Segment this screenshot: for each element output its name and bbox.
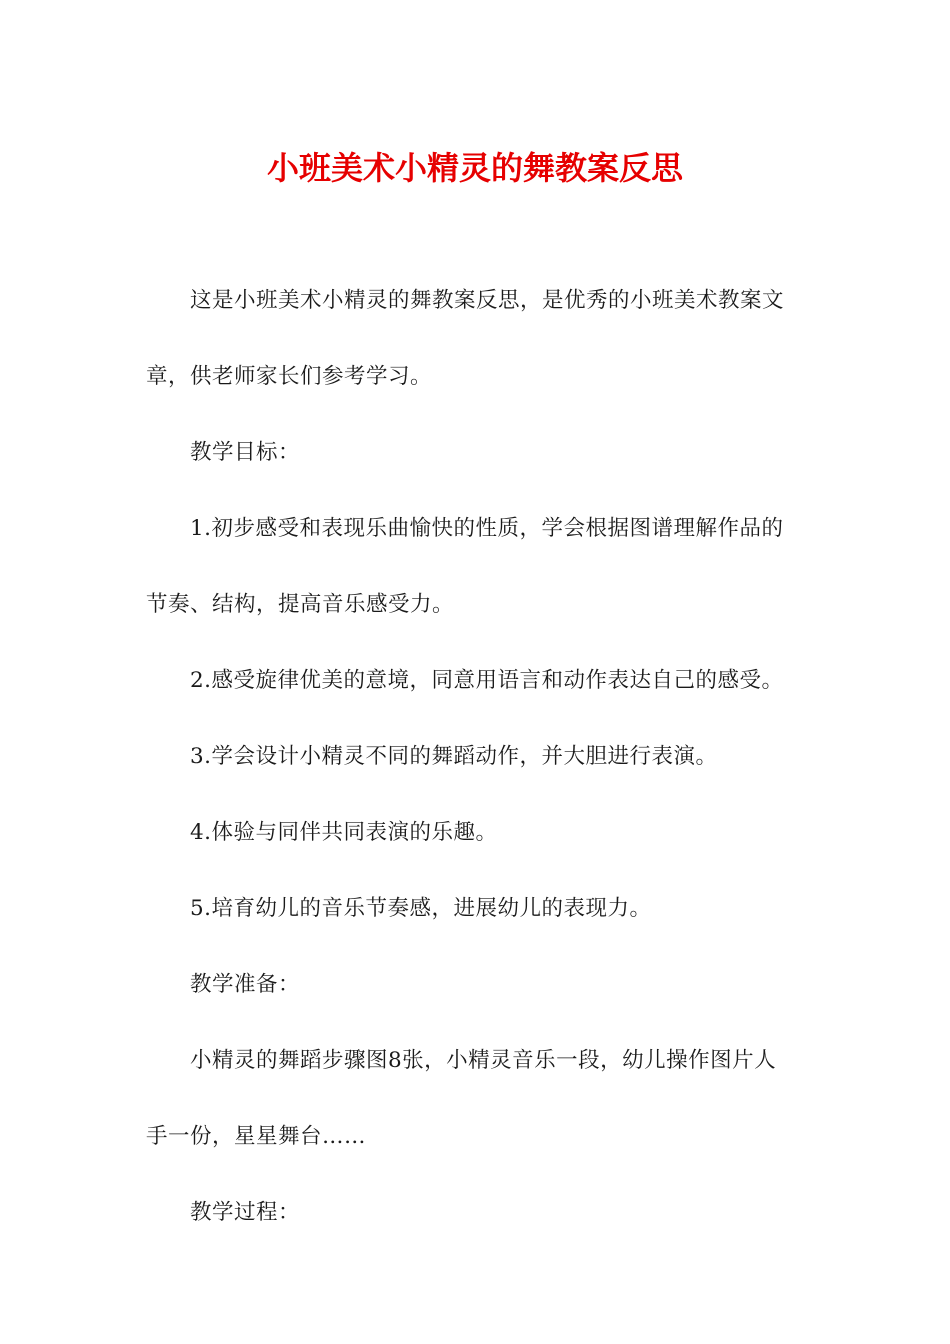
paragraph-process-heading: 教学过程：: [190, 1200, 301, 1225]
paragraph-preparation: 小精灵的舞蹈步骤图8张，小精灵音乐一段，幼儿操作图片人手一份，星星舞台……: [146, 1048, 777, 1149]
paragraph-preparation-heading: 教学准备：: [190, 972, 301, 997]
paragraph-objective-5: 5.培育幼儿的音乐节奏感，进展幼儿的表现力。: [190, 896, 652, 921]
paragraph-objective-2: 2.感受旋律优美的意境，同意用语言和动作表达自己的感受。: [190, 668, 784, 693]
paragraph-objective-4: 4.体验与同伴共同表演的乐趣。: [190, 820, 498, 845]
paragraph-objective-3: 3.学会设计小精灵不同的舞蹈动作，并大胆进行表演。: [190, 744, 718, 769]
document-title: 小班美术小精灵的舞教案反思: [266, 149, 683, 187]
paragraph-objectives-heading: 教学目标：: [190, 440, 301, 465]
paragraph-objective-1: 1.初步感受和表现乐曲愉快的性质，学会根据图谱理解作品的节奏、结构，提高音乐感受力。: [146, 516, 784, 617]
document-body: [146, 263, 798, 1251]
paragraph-intro: 这是小班美术小精灵的舞教案反思，是优秀的小班美术教案文章，供老师家长们参考学习。: [146, 288, 785, 389]
